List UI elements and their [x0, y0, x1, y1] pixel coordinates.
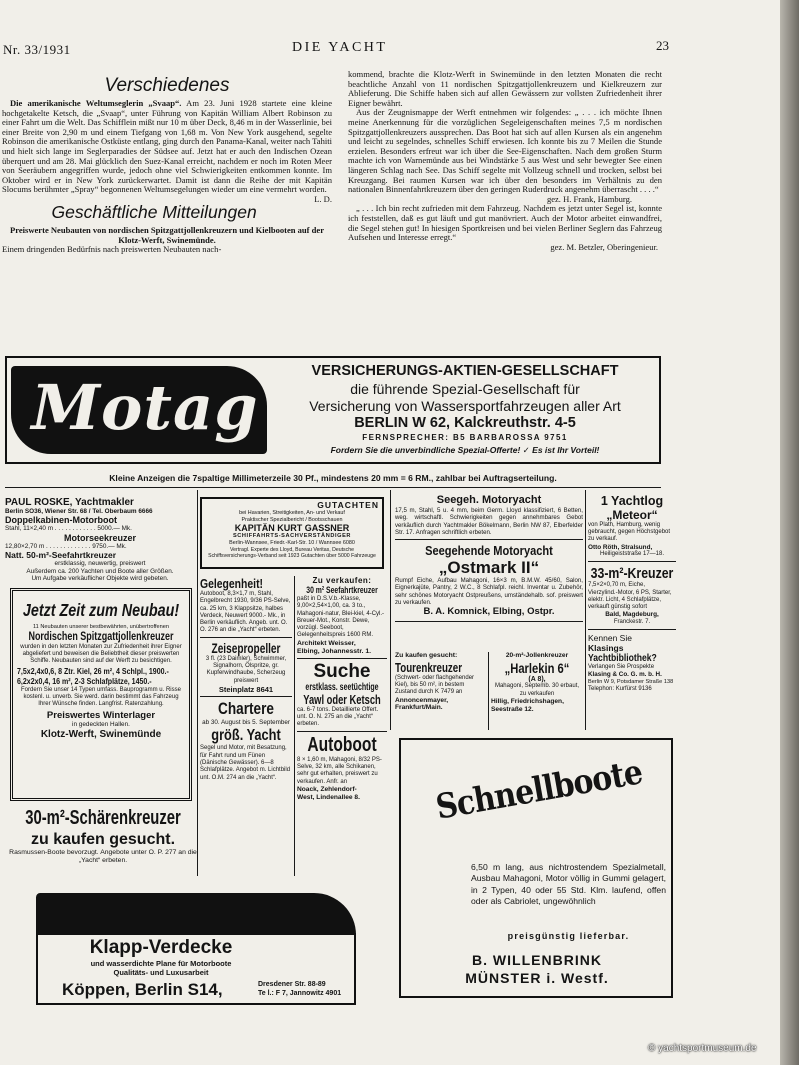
- ad-klasing: [588, 633, 676, 693]
- klotz-t8: Preiswertes Winterlager: [46, 710, 156, 722]
- schnellboote-t5: MÜNSTER i. Westf.: [465, 970, 609, 986]
- ad-suche: [297, 661, 387, 729]
- harlekin-t5: Hillig, Friedrichshagen, Seestraße 12.: [491, 697, 564, 713]
- classifieds-rule: [5, 487, 661, 488]
- ad-charter: [200, 699, 292, 782]
- zuverkaufen-t3: paßt in D.S.V.b.-Klasse, 9,00×2,54×1,00, ca. 3 to., Mahagoni-natur, Blei-kiel, 4-Cyl.-Breuer-Mot., Konstr. Dewe, vorzügl. Seeboot, Gelegenheitspreis 1600 RM.: [297, 596, 385, 639]
- charter-t2: ab 30. August bis 5. September: [202, 718, 290, 726]
- right-p3: „ . . . Ich bin recht zufrieden mit dem Fahrzeug. Nachdem es jetzt unter Segel ist, konnte ich feststellen, daß es gut läuft und gut manövriert. Auch der Motor arbeitet einwandfrei, die Segel stehen gut! In hiesigen Sportkreisen und bei vielen Berliner Seglern das Fahrzeug Aufsehen und Interesse erregt.“: [348, 203, 662, 243]
- roske-t7: Natt. 50-m²-Seefahrtkreuzer: [5, 550, 117, 561]
- ad-klotz: [10, 588, 192, 801]
- ostmark-t2: „Ostmark II“: [438, 558, 540, 578]
- ostmark-t1: Seegehende Motoryacht: [425, 543, 553, 559]
- klasing-t6: Berlin W 9, Potsdamer Straße 138: [588, 678, 674, 685]
- page-title: DIE YACHT: [292, 40, 388, 55]
- suche-t1: Suche: [313, 660, 371, 682]
- gassner-t5: Berlin-Wannsee, Friedr.-Karl-Str. 10 / Wannsee 6080: [229, 540, 355, 546]
- kreuzer33-t2: 7,5×2×0,70 m, Eiche, Vierzylind.-Motor, 6 PS, Starter, elektr. Licht, 4 Schlafplätze, verkauft günstig sofort: [588, 582, 672, 611]
- motag-line6: Fordern Sie die unverbindliche Spezial-Offerte! ✓ Es ist Ihr Vorteil!: [330, 445, 600, 455]
- seegeh-t2: 17,5 m, Stahl, 5 u. 4 mm, beim Germ. Lloyd klassifiziert, 6 Betten, weg. wirtschaftl. Schwierigkeiten gegen annehmbares Gebot verkäuflich durch Yachtmakler Bökelmann, Berlin NW 87, Elberfelder Str. 17. Anfragen schriftlich erbeten.: [395, 507, 583, 536]
- left-column: [2, 75, 332, 255]
- roske-t10: Um Aufgabe verkäuflicher Objekte wird gebeten.: [31, 575, 169, 583]
- col-divider-c2: [488, 652, 489, 730]
- klotz-t4: wurden in den letzten Monaten zur Zufriedenheit ihrer Eigner abgeliefert und beweisen die Beliebtheit dieser preiswerten Schiffe. Neubauten sind auf der Werft zu besichtigen.: [20, 644, 182, 665]
- ad-tourenkreuzer: [395, 652, 487, 712]
- ad-harlekin: [491, 652, 583, 713]
- suche-t4: ca. 6-7 tons. Detaillierte Offert. unt. O. N. 275 an die „Yacht“ erbeten.: [297, 706, 379, 728]
- kreuzer33-t3: Bald, Magdeburg,: [605, 611, 659, 619]
- col-b2: [297, 576, 387, 802]
- gassner-t4: SCHIFFAHRTS-SACHVERSTÄNDIGER: [232, 533, 352, 539]
- zuverkaufen-t1: Zu verkaufen:: [312, 576, 372, 585]
- ostmark-t4: B. A. Komnick, Elbing, Ostpr.: [423, 606, 555, 618]
- autoboot-t3: Noack, Zehlendorf-: [297, 785, 357, 793]
- ad-verdecke: [36, 893, 356, 1005]
- harlekin-t2: „Harlekin 6“: [504, 660, 570, 676]
- tourenkreuzer-t3: (Schwert- oder flachgehender Kiel), bis 50 m², in bestem Zustand durch K 7479 an: [395, 675, 475, 696]
- right-p1: kommend, brachte die Klotz-Werft in Swinemünde in den letzten Monaten die recht beachtliche Anzahl von 11 nordischen Spitzgattjollenkreuzern und Kielkreuzern zur Ablieferung. Die Schiffe haben sich auf allen Gewässern zur vollsten Zufriedenheit ihrer Eigner bewährt.: [348, 69, 662, 108]
- schnellboote-t3: preisgünstig lieferbar.: [507, 931, 630, 941]
- klasing-t4: Verlangen Sie Prospekte: [588, 664, 655, 671]
- klotz-t7: Fordern Sie unser 14 Typen umfass. Bauprogramm u. Risse kostenl. u. unverb. Sie werd. darin bestimmt das Fahrzeug Ihrer Wünsche finden. Langfrist. Ratenzahlung.: [21, 687, 181, 708]
- ad-ostmark: [395, 543, 583, 618]
- ad-roske: [5, 497, 195, 582]
- divider: [297, 658, 387, 659]
- roske-t6: 12,80×2,70 m . . . . . . . . . . . . . 9750.— Mk.: [5, 542, 127, 550]
- tourenkreuzer-t4: Annoncenmayer, Frankfurt/Main.: [395, 696, 449, 712]
- gassner-t3: KAPITÄN KURT GASSNER: [234, 523, 350, 533]
- col-divider-c: [390, 490, 391, 730]
- harlekin-t3: (A 8),: [528, 676, 546, 683]
- klotz-t10: Klotz-Werft, Swinemünde: [40, 728, 162, 740]
- motag-line2: die führende Spezial-Gesellschaft für: [350, 381, 580, 397]
- verdecke-t5: Dresdener Str. 88-89: [258, 981, 326, 988]
- col-divider-a: [197, 490, 198, 876]
- motag-line4: BERLIN W 62, Kalckreuthstr. 4-5: [354, 415, 576, 431]
- seegeh-t1: Seegeh. Motoryacht: [436, 494, 542, 506]
- ad-schaerenkreuzer: [8, 806, 198, 865]
- zuverkaufen-t4: Architekt Weisser,: [297, 639, 356, 647]
- meteor-t3: von Plath, Hamburg, wenig gebraucht, gegen Höchstgebot zu verkauf.: [588, 522, 671, 543]
- schnellboote-title: Schnellboote: [432, 752, 646, 828]
- divider: [588, 629, 676, 630]
- gassner-t6: Vertragl. Experte des Lloyd, Bureau Veritas, Deutsche Schiffsversicherungs-Verband seit 1923 Gutachten über 5000 Fahrzeuge: [208, 546, 376, 559]
- klotz-t1: Jetzt Zeit zum Neubau!: [22, 600, 180, 620]
- meteor-t4: Otto Röth, Stralsund,: [588, 543, 653, 551]
- schaeren-t2: zu kaufen gesucht.: [30, 831, 176, 848]
- divider: [200, 696, 292, 697]
- verdecke-t2: und wasserdichte Plane für Motorboote: [90, 959, 232, 968]
- page-number: 23: [656, 38, 669, 53]
- roske-t3: Doppelkabinen-Motorboot: [5, 515, 117, 526]
- ad-zeise: [200, 640, 292, 694]
- zuverkaufen-t2: 30 m² Seefahrtkreuzer: [306, 585, 378, 596]
- ad-kreuzer33: [588, 565, 676, 626]
- ad-meteor: [588, 494, 676, 558]
- classifieds-header: Kleine Anzeigen die 7spaltige Millimeterzeile 30 Pf., mindestens 20 mm = 6 RM., zahlbar bei Auftragserteilung.: [109, 473, 557, 483]
- klasing-t7: Telephon: Kurfürst 9136: [588, 685, 652, 692]
- charter-t3: größ. Yacht: [211, 727, 281, 745]
- klasing-t2: Klasings: [588, 643, 624, 654]
- roske-t2: Berlin SO36, Wiener Str. 68 / Tel. Oberbaum 6666: [5, 508, 153, 515]
- autoboot-t4: West, Lindenallee 8.: [297, 793, 360, 801]
- divider: [200, 637, 292, 638]
- col-c: [395, 494, 583, 625]
- klasing-t5: Klasing & Co. G. m. b. H.: [588, 671, 662, 679]
- schaeren-t1: 30-m²-Schärenkreuzer: [25, 807, 181, 829]
- watermark: © yachtsportmuseum.de: [648, 1043, 757, 1054]
- tourenkreuzer-t1: Zu kaufen gesucht:: [395, 652, 458, 659]
- verdecke-t3: Qualitäts- und Luxusarbeit: [113, 968, 209, 977]
- kreuzer33-t1: 33-m²-Kreuzer: [590, 565, 674, 583]
- verdecke-t4: Köppen, Berlin S14,: [62, 980, 223, 999]
- gassner-t0: GUTACHTEN: [317, 500, 379, 510]
- klasing-t1: Kennen Sie: [588, 633, 632, 644]
- suche-t2: erstklass. seetüchtige: [305, 681, 379, 693]
- ad-gassner: [200, 497, 384, 569]
- motag-line1: VERSICHERUNGS-AKTIEN-GESELLSCHAFT: [311, 363, 619, 379]
- col-divider-d: [585, 490, 586, 730]
- gassner-t1: bei Havarien, Streitigkeiten, An- und Verkauf: [239, 510, 345, 516]
- roske-t9: Außerdem ca. 200 Yachten und Boote aller Größen.: [26, 567, 174, 575]
- verdecke-hood-shape: [36, 893, 356, 935]
- article-klotz: [2, 226, 332, 255]
- roske-t5: Motorseekreuzer: [63, 532, 137, 543]
- meteor-t1: 1 Yachtlog: [600, 494, 664, 508]
- klotz-t6: 6,2x2x0,4, 16 m², 2-3 Schlafplätze, 1450.-: [17, 676, 152, 686]
- col-b1: [200, 576, 292, 782]
- article-svaap-signature: L. D.: [314, 193, 332, 204]
- motag-line3: Versicherung von Wassersportfahrzeugen aller Art: [309, 398, 621, 414]
- right-sig1: gez. H. Frank, Hamburg.: [546, 193, 632, 204]
- ad-zu-verkaufen: [297, 576, 387, 656]
- article-svaap-text: Am 23. Juni 1928 startete eine kleine hochgetakelte Ketsch, die „Svaap“, unter Führung von Kapitän William Albert Robinson zu einer Fahrt um die Welt. Das Schifflein mißt nur 10 m über Deck, 8,46 m in der Wasserlinie, bei einer Breite von 2,90 m und einem Tiefgang von 1,68 m. Von New York ausgehend, segelte Robinson die amerikanische Ostküste entlang, ging durch den Panama-Kanal, weiter nach Tahiti und hielt sich lange im Seglerparadies der Südsee auf. Jetzt hat er auch den Indischen Ozean überquert und am 28. Mai glücklich den Suez-Kanal erreicht, nachdem er noch im Roten Meer von Seeräubern angegriffen wurde, jedoch ohne viel Schwierigkeiten entkommen konnte. Im Oktober wird er in New York zurückerwartet. Damit ist dann die Reihe der mit Kapitän Slocums berühmter „Spray“ begonnenen Weltumsegelungen wieder um eine vermehrt worden.: [2, 98, 332, 195]
- zuverkaufen-t5: Elbing, Johannesstr. 1.: [297, 647, 372, 655]
- zeise-t3: Steinplatz 8641: [218, 684, 274, 694]
- motag-logo: Motag: [31, 371, 259, 444]
- ad-seegeh: [395, 494, 583, 536]
- right-column: [348, 70, 662, 252]
- charter-t4: Segel und Motor, mit Besatzung, für Fahrt rund um Fünen (Dänische Gewässer). 6—8 Schlafplätze. Angebot m. Lichtbild unt. O.M. 274 an die „Yacht“.: [200, 745, 291, 781]
- harlekin-t4: Mahagoni, Septemb. 30 erbaut, zu verkaufen: [494, 683, 580, 697]
- section-heading-verschiedenes: Verschiedenes: [104, 75, 230, 96]
- ad-gelegenheit: [200, 576, 292, 635]
- klasing-t3: Yachtbibliothek?: [588, 653, 657, 665]
- klotz-t5: 7,5x2,4x0,6, 8 Ztr. Kiel, 26 m², 4 Schlpl., 1900.-: [17, 667, 169, 677]
- divider: [297, 731, 387, 732]
- article-klotz-text: Einem dringenden Bedürfnis nach preiswerten Neubauten nach-: [2, 244, 222, 255]
- article-klotz-title: Preiswerte Neubauten von nordischen Spitzgattjollenkreuzern und Kielbooten auf der Klotz-Werft, Swinemünde.: [9, 224, 324, 245]
- gelegenheit-t1: Gelegenheit!: [200, 576, 263, 591]
- section-heading-geschaeftliche: Geschäftliche Mitteilungen: [51, 201, 257, 222]
- gassner-t2: Praktischer Spezialbericht / Bootsschauen: [241, 516, 343, 523]
- verdecke-t1: Klapp-Verdecke: [89, 937, 233, 958]
- article-svaap: [2, 98, 332, 204]
- roske-t8: erstklassig, neuwertig, preiswert: [54, 560, 146, 568]
- charter-t1: Chartere: [218, 698, 274, 718]
- divider: [395, 539, 583, 540]
- col-divider-b: [294, 576, 295, 876]
- right-p2: Aus der Zeugnismappe der Werft entnehmen wir folgendes: „ . . . ich möchte Ihnen meine Anerkennung für die vorzüglichen Segeleigenschaften meines 7,5 m nordischen Spitzgattjollenkreuzers aussprechen. Das Boot hat sich auf allen Kursen als ein angenehm und leicht zu segelndes, schnelles Schiff erwiesen. Ich konnte bis zu 7 Meilen die Stunde erzielen. Besonders erfreut war ich über die See-Eigenschaften. Nach dem großen Sturm machte ich von Warnemünde aus bei Windstärke 5 aus West und sehr bewegter See einen längeren Schlag nach See. Das Schiff segelte mit Vollzeug schnell und trocken, selbst bei Kreuzgang. Bei raumen Kursen war ich über den besonders im Verhältnis zu den nationalen Binnenfahrtkreuzern über den geringen Ruderdruck angenehm überrascht . . . .“: [348, 107, 662, 195]
- motag-line5: FERNSPRECHER: B5 BARBAROSSA 9751: [362, 433, 568, 442]
- right-sig2: gez. M. Betzler, Oberingenieur.: [550, 241, 658, 252]
- gelegenheit-t2: Autoboot, 8,3×1,7 m, Stahl, Engelbrecht 1930, 9/36 PS-Selve, ca. 25 km, 3 Klappsitze, halbes Verdeck, Neuwert 9000.- Mk., in Berlin verkäuflich. Angeb. unt. O. O. 276 an die „Yacht“ erbeten.: [200, 591, 291, 634]
- autoboot-t1: Autoboot: [307, 733, 377, 756]
- ad-autoboot: [297, 734, 387, 802]
- autoboot-t2: 8 × 1,60 m, Mahagoni, 8/32 PS-Selve, 32 km, alle Schikanen, sehr gut erhalten, preiswert zu verkaufen. Anfr. an: [297, 756, 382, 785]
- schnellboote-t2: 6,50 m lang, aus nichtrostendem Spezialmetall, Ausbau Mahagoni, Motor völlig in Gummi gelagert, in 2 Typen, 40 oder 55 Std. Klm. laufend, offen oder als Cabriolet, ungewöhnlich: [471, 862, 666, 907]
- col-d: [588, 494, 676, 693]
- divider: [588, 561, 676, 562]
- zeise-t1: Zeisepropeller: [211, 639, 281, 656]
- tourenkreuzer-t2: Tourenkreuzer: [395, 660, 463, 675]
- schnellboote-t4: B. WILLENBRINK: [472, 952, 602, 968]
- divider: [395, 621, 583, 622]
- meteor-t5: Heiligeiststraße 17—18.: [599, 551, 665, 558]
- roske-t4: Stahl, 11×2,40 m . . . . . . . . . . . . 5000.— Mk.: [5, 525, 132, 533]
- ad-schnellboote: [399, 738, 673, 998]
- schaeren-t3: Rasmussen-Boote bevorzugt. Angebote unter O. P. 277 an die „Yacht“ erbeten.: [9, 849, 197, 864]
- ostmark-t3: Rumpf Eiche, Aufbau Mahagoni, 16×3 m, B.M.W. 45/60, Salon, Eignerkajüte, Pantry, 2 W.C., 8 Schlafpl. reichl. Inventar u. Zubehör, sehr schönes Motoryacht Ostpreußens, umständehalb. sof. preiswert zu verkaufen.: [395, 577, 583, 607]
- article-svaap-title: Die amerikanische Weltumseglerin „Svaap“.: [10, 98, 182, 108]
- motag-ad: [5, 356, 661, 464]
- zeise-t2: 3 fl. (23 Daimler), Schwimmer, Signalhorn, Ölspritze, gr. Kupferwindhaube, Scherzeug preiswert: [205, 655, 287, 684]
- suche-t3: Yawl oder Ketsch: [303, 691, 381, 707]
- meteor-t2: „Meteor“: [606, 508, 658, 522]
- harlekin-t1: 20-m²-Jollenkreuzer: [505, 652, 569, 659]
- roske-t1: PAUL ROSKE, Yachtmakler: [5, 497, 134, 508]
- binding-gutter: [780, 0, 799, 1065]
- verdecke-t6: Te l.: F 7, Jannowitz 4901: [258, 990, 342, 997]
- klotz-t9: in gedeckten Hallen.: [72, 721, 130, 729]
- kreuzer33-t4: Franckestr. 7.: [613, 618, 651, 625]
- klotz-t3: Nordischen Spitzgattjollenkreuzer: [28, 631, 174, 644]
- klotz-t2: 11 Neubauten unserer bestbewährten, unübertroffenen: [32, 624, 169, 630]
- issue-number: Nr. 33/1931: [3, 42, 71, 57]
